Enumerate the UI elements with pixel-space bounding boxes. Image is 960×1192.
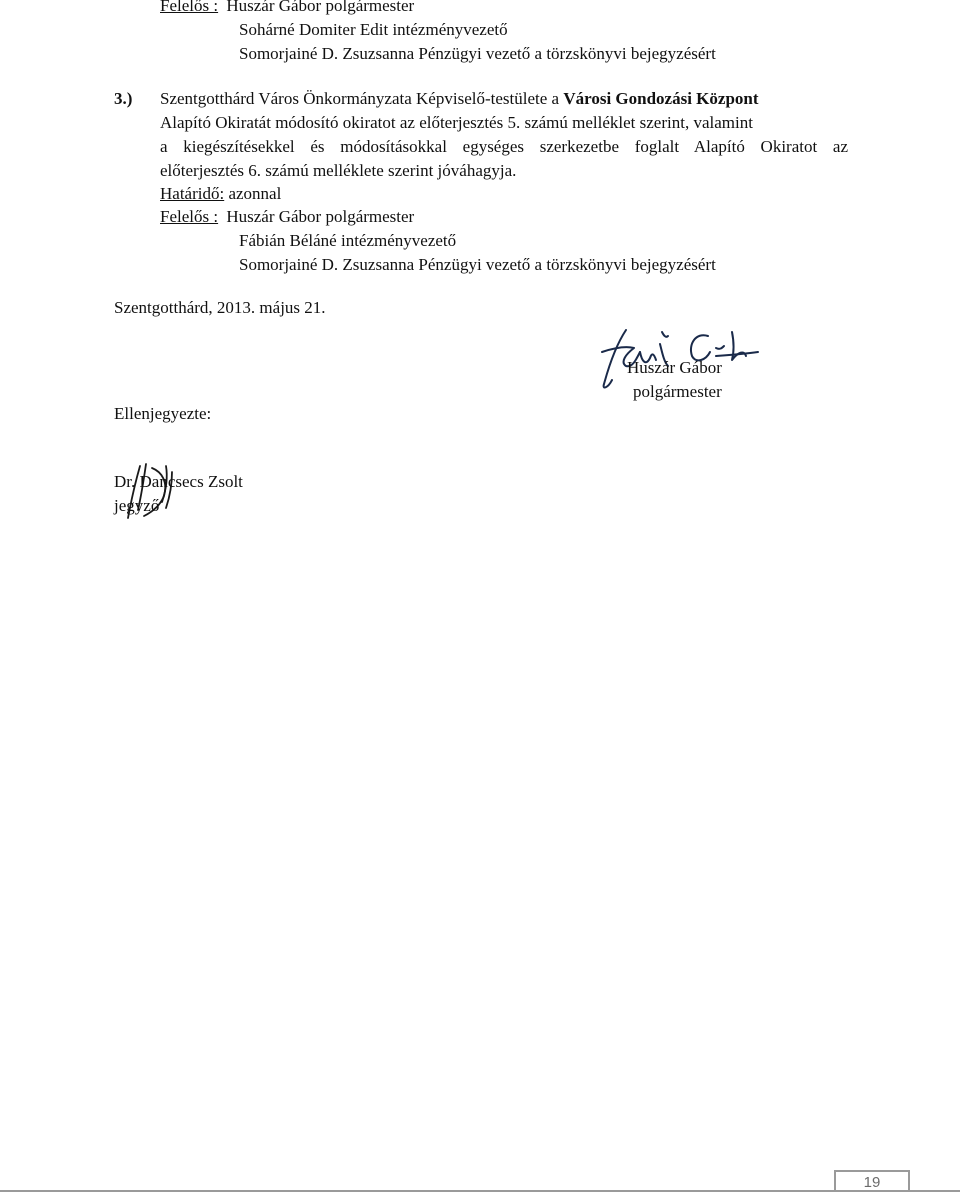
mayor-name: Huszár Gábor xyxy=(627,358,722,377)
institution-name: Városi Gondozási Központ xyxy=(563,89,759,108)
responsible-line-1 xyxy=(160,0,414,16)
item-line-1-text: Szentgotthárd Város Önkormányzata Képviselő-testülete a xyxy=(160,89,564,108)
item-responsible-finance: Somorjainé D. Zsuzsanna Pénzügyi vezető a törzskönyvi bejegyzésért xyxy=(239,255,716,274)
item-responsible-label: Felelős : xyxy=(160,207,219,226)
deadline-line xyxy=(160,184,281,204)
deadline-value: azonnal xyxy=(224,184,282,203)
item-responsible-line-1 xyxy=(160,207,414,227)
item-number: 3.) xyxy=(114,89,133,108)
responsible-mayor: Huszár Gábor polgármester xyxy=(226,0,415,15)
responsible-director: Sohárné Domiter Edit intézményvezető xyxy=(239,20,508,39)
item-line-2: Alapító Okiratát módosító okiratot az előterjesztés 5. számú melléklet szerint, valamint xyxy=(160,113,753,132)
item-line-4: előterjesztés 6. számú melléklete szerint jóváhagyja. xyxy=(160,161,517,180)
item-responsible-mayor: Huszár Gábor polgármester xyxy=(226,207,415,226)
item-responsible-director: Fábián Béláné intézményvezető xyxy=(239,231,457,250)
page-number: 19 xyxy=(863,1174,881,1191)
deadline-label: Határidő: xyxy=(160,184,225,203)
responsible-label: Felelős : xyxy=(160,0,219,15)
place-date: Szentgotthárd, 2013. május 21. xyxy=(114,298,326,317)
countersign-label: Ellenjegyezte: xyxy=(114,404,212,423)
item-line-1 xyxy=(160,89,759,109)
notary-name: Dr. Dancsecs Zsolt xyxy=(114,472,243,491)
item-line-3: a kiegészítésekkel és módosításokkal egységes szerkezetbe foglalt Alapító Okiratot az xyxy=(160,137,848,156)
notary-title: jegyző xyxy=(114,496,160,515)
responsible-finance: Somorjainé D. Zsuzsanna Pénzügyi vezető a törzskönyvi bejegyzésért xyxy=(239,44,716,63)
mayor-title: polgármester xyxy=(633,382,722,401)
